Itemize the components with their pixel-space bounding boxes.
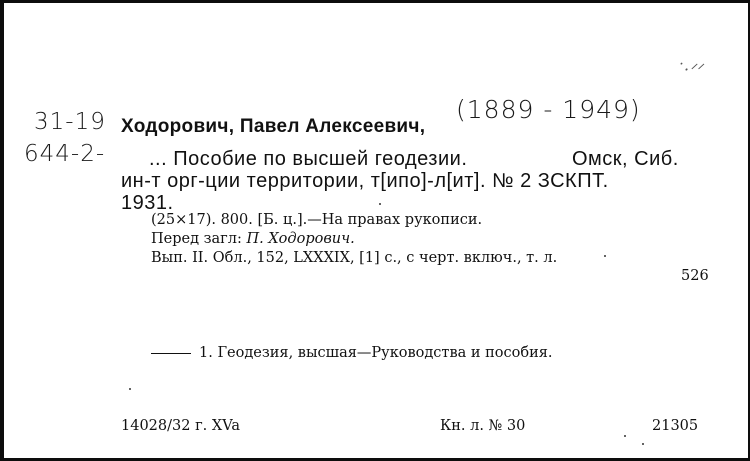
title-note-name: П. Ходорович. (246, 231, 355, 247)
handwritten-call-number-top: 31-19 (34, 109, 106, 135)
author-heading: Ходорович, Павел Алексеевич, (121, 116, 426, 137)
subject-text: 1. Геодезия, высшая—Руководства и пособия. (199, 345, 553, 361)
subject-dash (151, 353, 191, 354)
speck (624, 435, 626, 437)
pencil-mark: ˙·ᐟᐟ (676, 60, 703, 79)
record-number: 526 (681, 268, 709, 284)
footer-right: 21305 (652, 418, 699, 434)
title-line-1: ... Пособие по высшей геодезии. (149, 148, 468, 170)
title-line-2: ин-т орг-ции территории, т[ипо]-л[ит]. № 2 ЗСКПТ. (121, 170, 609, 192)
title-note (151, 231, 355, 247)
publication-place: Омск, Сиб. (572, 148, 679, 170)
speck (379, 203, 381, 205)
speck (642, 443, 644, 445)
title-note-prefix: Перед загл: (151, 231, 242, 247)
speck (129, 388, 131, 390)
physical-details: (25×17). 800. [Б. ц.].—На правах рукописи. (151, 212, 483, 228)
speck (604, 255, 606, 257)
handwritten-life-dates: (1889 - 1949) (456, 95, 641, 124)
issue-details: Вып. II. Обл., 152, LXXXIX, [1] с., с черт. включ., т. л. (151, 250, 558, 266)
footer-left: 14028/32 г. XVa (121, 418, 240, 434)
title-line-3: 1931. (121, 192, 174, 214)
footer-center: Кн. л. № 30 (440, 418, 526, 434)
subject-heading (151, 345, 553, 361)
handwritten-call-number-bottom: 644-2- (24, 141, 106, 167)
